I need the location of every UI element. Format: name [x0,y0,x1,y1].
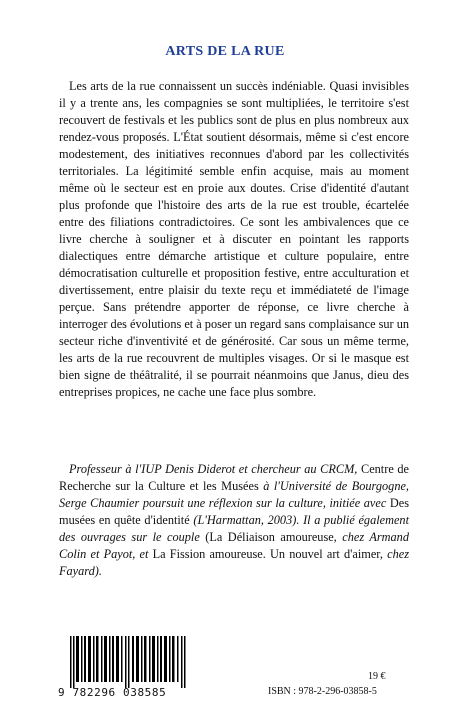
bio-university: à l'Université de Bourgogne, Serge Chaumier poursuit une réflexion sur la culture, initiée avec [59,479,409,510]
author-bio-paragraph [59,461,409,580]
barcode-digits: 9 782296 038585 [58,686,167,699]
bio-book-2: (La Déliaison amoureuse, [205,530,337,544]
back-cover-paragraph: Les arts de la rue connaissent un succès indéniable. Quasi invisibles il y a trente ans, les compagnies se sont multipliées, le territoire s'est recouvert de festivals et les publics sont de plus en plus nombreux aux rendez-vous proposés. L'État soutient désormais, même si c'est encore modestement, des initiatives reconnues d'abord par les collectivités territoriales. La légitimité semble enfin acquise, mais au moment même où le secteur est en proie aux doutes. Crise d'identité d'autant plus profonde que l'histoire des arts de la rue est trouble, écartelée entre des filiations contradictoires. Ce sont les ambivalences que ce livre cherche à souligner et à discuter en pointant les rapports dialectiques entre démarche artistique et culture populaire, entre démocratisation culturelle et proposition festive, entre acculturation et divertissement, entre plaisir du texte reçu et immédiateté de l'image perçue. Sans prétendre apporter de réponse, ce livre cherche à interroger des évolutions et à poser un regard sans complaisance sur un secteur riche d'inventivité et de générosité. Car sous un même terme, les arts de la rue recouvrent de multiples visages. Or si le masque est bien signe de théâtralité, il se pourrait néanmoins que Janus, dieu des entreprises propices, ne cache une face plus sombre. [59,79,410,399]
bio-book-3: La Fission amoureuse. Un nouvel art d'aimer, [152,547,383,561]
price: 19 € [368,671,386,682]
bio-intro: Professeur à l'IUP Denis Diderot et chercheur au CRCM, [69,462,358,476]
book-title: ARTS DE LA RUE [165,44,285,59]
bio-publisher-1: (L'Harmattan, 2003). Il a publié également des ouvrages sur le couple [59,513,409,544]
author-bio [59,461,409,580]
bio-book-1: Des musées en quête d'identité [59,496,410,527]
bio-publisher-2: chez Armand Colin et Payot, et [59,530,409,561]
back-cover-text [59,78,409,401]
bio-crcm: Centre de Recherche sur la Culture et les Musées [59,462,409,493]
isbn: ISBN : 978-2-296-03858-5 [268,686,377,697]
bio-publisher-3: chez Fayard). [59,547,410,578]
barcode [70,636,188,688]
